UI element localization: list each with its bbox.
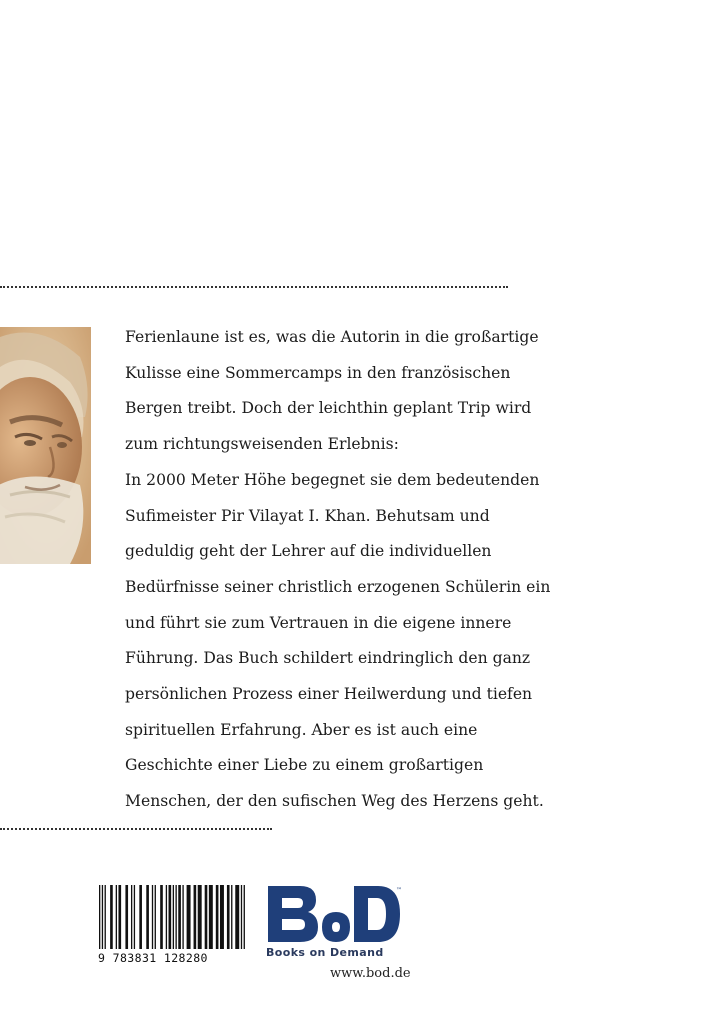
blurb-line: Menschen, der den sufischen Weg des Herzens geht. — [125, 792, 544, 811]
barcode-bar — [125, 885, 128, 949]
trademark-symbol: ™ — [396, 887, 402, 894]
barcode-bar — [105, 885, 106, 949]
barcode-bar — [118, 885, 121, 949]
barcode-bar — [99, 885, 100, 949]
back-cover-blurb — [125, 320, 595, 820]
blurb-line: Geschichte einer Liebe zu einem großartigen — [125, 756, 484, 775]
barcode-bar — [131, 885, 132, 949]
barcode-bar — [116, 885, 117, 949]
blurb-line: Führung. Das Buch schildert eindringlich den ganz — [125, 649, 531, 668]
barcode-bar — [160, 885, 163, 949]
blurb-line: Sufimeister Pir Vilayat I. Khan. Behutsam und — [125, 506, 490, 525]
barcode-bar — [205, 885, 208, 949]
bod-logo-mark — [266, 884, 406, 946]
blurb-line: Bedürfnisse seiner christlich erzogenen Schülerin ein — [125, 577, 551, 596]
publisher-tagline: Books on Demand — [266, 946, 384, 959]
dotted-divider-bottom — [0, 828, 272, 830]
dotted-divider-top — [0, 286, 508, 288]
blurb-line: Bergen treibt. Doch der leichthin geplant Trip wird — [125, 399, 532, 418]
barcode-bar — [244, 885, 245, 949]
barcode-bar — [241, 885, 242, 949]
barcode-bar — [134, 885, 135, 949]
barcode-bar — [227, 885, 230, 949]
isbn-barcode — [98, 885, 246, 965]
barcode-bar — [231, 885, 232, 949]
author-portrait — [0, 327, 91, 564]
barcode-bar — [216, 885, 219, 949]
barcode-bar — [187, 885, 191, 949]
barcode-bar — [235, 885, 239, 949]
barcode-bar — [146, 885, 149, 949]
barcode-bar — [182, 885, 183, 949]
barcode-bar — [220, 885, 224, 949]
barcode-bar — [102, 885, 103, 949]
blurb-line: spirituellen Erfahrung. Aber es ist auch eine — [125, 720, 478, 739]
barcode-bar — [152, 885, 153, 949]
barcode-bar — [175, 885, 176, 949]
barcode-bar — [139, 885, 142, 949]
blurb-line: Ferienlaune ist es, was die Autorin in die großartige — [125, 328, 539, 346]
barcode-bar — [173, 885, 174, 949]
barcode-bar — [155, 885, 156, 949]
blurb-line: In 2000 Meter Höhe begegnet sie dem bedeutenden — [125, 470, 540, 489]
barcode-bar — [209, 885, 213, 949]
blurb-line: und führt sie zum Vertrauen in die eigene innere — [125, 613, 512, 632]
portrait-image — [0, 327, 91, 564]
blurb-line: persönlichen Prozess einer Heilwerdung und tiefen — [125, 685, 533, 704]
barcode-bar — [194, 885, 197, 949]
barcode-bar — [178, 885, 181, 949]
isbn-digits: 9 783831 128280 — [98, 951, 208, 965]
publisher-url: www.bod.de — [330, 966, 411, 981]
blurb-line: zum richtungsweisenden Erlebnis: — [125, 435, 399, 454]
barcode-bar — [169, 885, 172, 949]
barcode-bar — [198, 885, 202, 949]
barcode-bar — [110, 885, 113, 949]
barcode-bars — [98, 885, 246, 949]
blurb-line: Kulisse eine Sommercamps in den französischen — [125, 363, 511, 382]
barcode-bar — [166, 885, 167, 949]
blurb-line: geduldig geht der Lehrer auf die individuellen — [125, 542, 492, 561]
